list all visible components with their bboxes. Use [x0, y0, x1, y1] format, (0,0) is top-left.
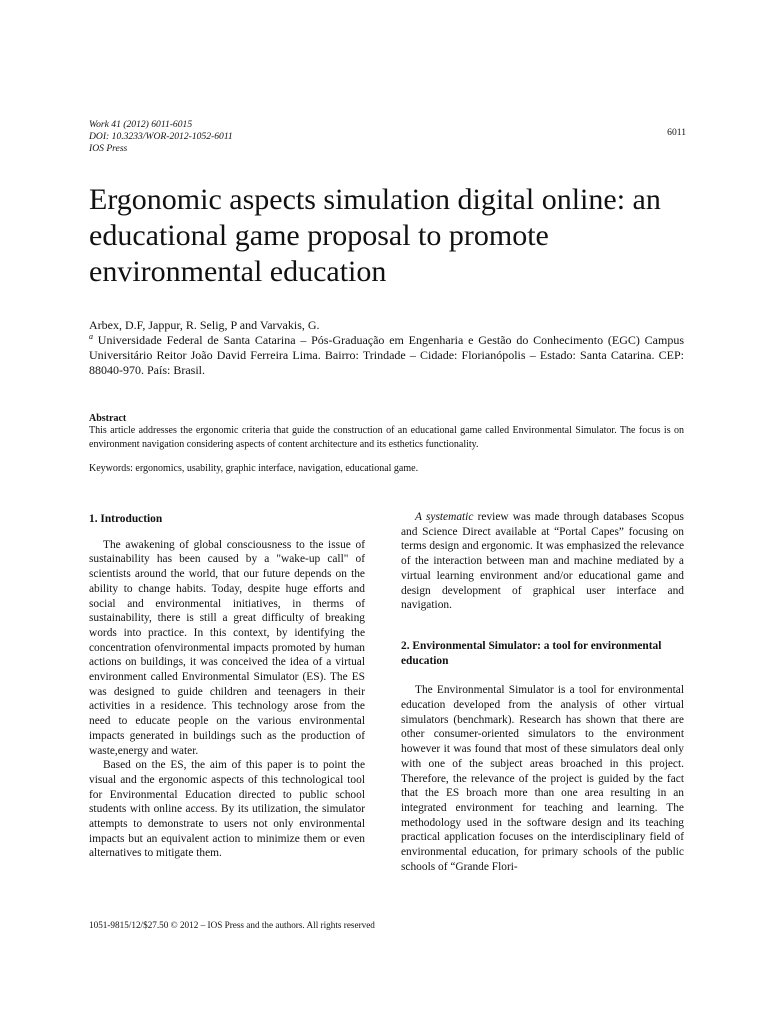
simulator-paragraph: The Environmental Simulator is a tool for environmental education developed from the analysis of other virtual simulators (benchmark). Research has shown that there are other consumer-oriented simulators to the environment however it was found that most of these simulators deal only with one of the subject areas broached in this project. Therefore, the relevance of the project is guided by the fact that the ES broach more than one area resulting in an integrated environment for teaching and learning. The methodology used in the software design and its teaching practical application focuses on the interdisciplinary field of environmental education, for primary schools of the public schools of “Grande Flori-	[401, 684, 684, 873]
journal-info	[89, 119, 233, 155]
review-italic: A systematic	[415, 511, 474, 523]
journal-volume: Work 41 (2012) 6011-6015	[89, 119, 193, 130]
abstract-heading: Abstract	[89, 413, 127, 424]
intro-paragraph-2: Based on the ES, the aim of this paper is to point the visual and the ergonomic aspects of this technological tool for Environmental Education directed to public school students with online access. By its utilization, the simulator attempts to demonstrate to users not only environmental impacts but an equivalent action to minimize them or even alternatives to mitigate them.	[89, 759, 365, 860]
article-title: Ergonomic aspects simulation digital online: an educational game proposal to promote environmental education	[89, 183, 661, 288]
keywords: Keywords: ergonomics, usability, graphic interface, navigation, educational game.	[89, 463, 419, 474]
affiliation-text: Universidade Federal de Santa Catarina – Pós-Graduação em Engenharia e Gestão do Conhecimento (EGC) Campus Universitário Reitor João David Ferreira Lima. Bairro: Trindade – Cidade: Florianópolis – Estado: Santa Catarina. CEP: 88040-970. País: Brasil.	[89, 333, 684, 377]
journal-publisher: IOS Press	[89, 143, 128, 154]
right-column	[401, 510, 684, 874]
page-number: 6011	[667, 127, 686, 138]
author-list: Arbex, D.F, Jappur, R. Selig, P and Varvakis, G.	[89, 318, 320, 332]
copyright-footer: 1051-9815/12/$27.50 © 2012 – IOS Press and the authors. All rights reserved	[89, 920, 375, 930]
affiliation-marker: a	[89, 332, 93, 341]
section-1-heading: 1. Introduction	[89, 513, 163, 525]
abstract-text: This article addresses the ergonomic criteria that guide the construction of an educational game called Environmental Simulator. The focus is on environment navigation considering aspects of content architecture and its esthetics functionality.	[89, 425, 684, 450]
affiliation	[89, 333, 684, 378]
section-2-heading: 2. Environmental Simulator: a tool for environmental education	[401, 639, 662, 667]
review-text: review was made through databases Scopus and Science Direct available at “Portal Capes” focusing on terms design and ergonomic. It was emphasized the relevance of the interaction between man and machine mediated by a virtual learning environment and/or educational game and design development of graphical user interface and navigation.	[401, 511, 684, 612]
journal-doi: DOI: 10.3233/WOR-2012-1052-6011	[89, 131, 233, 142]
left-column	[89, 512, 365, 861]
intro-paragraph-1: The awakening of global consciousness to the issue of sustainability has been caused by a "wake-up call" of scientists around the world, that our future depends on the ability to change habits. Today, despite huge efforts and social and environmental initiatives, in therms of sustainability, there is still a great difficulty of breaking words into practice. In this context, by identifying the concentration ofenvironmental impacts promoted by human actions on buildings, it was conceived the idea of a virtual environment called Environmental Simulator (ES). The ES was designed to guide children and teenagers in their activities in a residence. This technology arose from the need to educate people on the various environmental impacts generated in buildings such as the production of waste,energy and water.	[89, 538, 365, 757]
review-paragraph	[401, 510, 684, 613]
